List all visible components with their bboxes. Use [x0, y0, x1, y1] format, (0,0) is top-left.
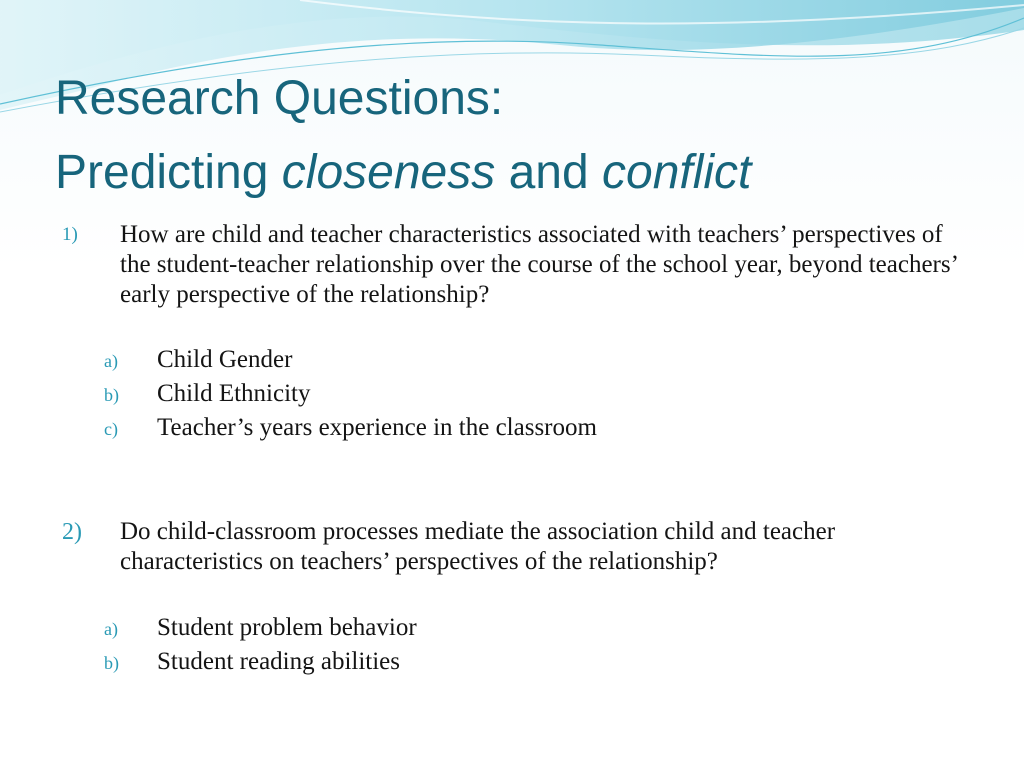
title-closeness: closeness: [281, 146, 496, 200]
question-2-number: 2): [62, 519, 82, 545]
question-1-item-b: [0, 379, 1024, 409]
item-marker: c): [104, 419, 118, 439]
item-text: Student reading abilities: [157, 648, 401, 675]
item-text: Teacher’s years experience in the classroom: [157, 414, 597, 441]
question-1-item-c: [0, 413, 1024, 443]
item-marker: b): [104, 653, 119, 673]
question-1-number: 1): [62, 224, 78, 245]
title-line-2: [55, 136, 751, 210]
item-text: Child Ethnicity: [157, 380, 311, 407]
item-marker: a): [104, 351, 118, 371]
question-1-item-a: [0, 345, 1024, 375]
title-predicting: Predicting: [55, 146, 282, 200]
slide-title: [55, 62, 751, 211]
question-2-text: Do child-classroom processes mediate the association child and teacher characteristics on teachers’ perspectives of the relationship?: [120, 518, 836, 575]
item-marker: a): [104, 619, 118, 639]
question-2-item-b: [0, 647, 1024, 677]
item-marker: b): [104, 385, 119, 405]
question-2-item-a: [0, 613, 1024, 643]
item-text: Child Gender: [157, 346, 293, 373]
item-text: Student problem behavior: [157, 614, 417, 641]
title-line-1: Research Questions:: [55, 72, 504, 125]
title-and: and: [495, 146, 602, 200]
title-conflict: conflict: [602, 146, 752, 200]
question-1-text: How are child and teacher characteristics associated with teachers’ perspectives of the student-teacher relationship over the course of the school year, beyond teachers’ early perspective of the relationship?: [120, 221, 958, 308]
